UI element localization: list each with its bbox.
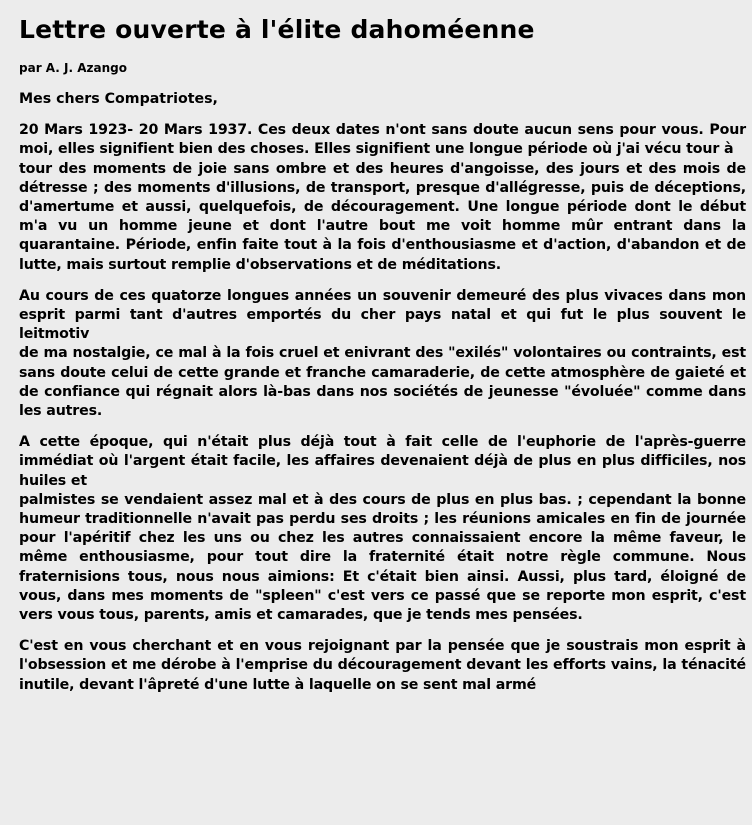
- paragraph-3-rest: palmistes se vendaient assez mal et à des cours de plus en plus bas. ; cependant la bonne humeur traditionnelle n'avait pas perdu ses droits ; les réunions amicales en fin de journée pour l'apéritif chez les uns ou chez les autres connaissaient encore la même faveur, le même enthousiasme, pour tout dire la fraternité était notre règle commune. Nous fraternisions tous, nous nous aimions: Et c'était bien ainsi. Aussi, plus tard, éloigné de vous, dans mes moments de "spleen" c'est vers ce passé que se reporte mon esprit, c'est vers vous tous, parents, amis et camarades, que je tends mes pensées.: [19, 491, 746, 624]
- paragraph-3: [19, 433, 746, 625]
- paragraph-1-rest: tour des moments de joie sans ombre et des heures d'angoisse, des jours et des mois de détresse ; des moments d'illusions, de transport, presque d'allégresse, puis de déceptions, d'amertume et aussi, quelquefois, de découragement. Une longue période dont le début m'a vu un homme jeune et dont l'autre bout me voit homme mûr entrant dans la quarantaine. Période, enfin faite tout à la fois d'enthousiasme et d'action, d'abandon et de lutte, mais surtout remplie d'observations et de méditations.: [19, 160, 746, 273]
- paragraph-1: [19, 121, 746, 275]
- paragraph-1-first: 20 Mars 1923- 20 Mars 1937. Ces deux dates n'ont sans doute aucun sens pour vous. Pour moi, elles signifient bien des choses. Elles signifient une longue période où j'ai vécu tour à: [19, 122, 746, 158]
- paragraph-4-first: C'est en vous cherchant et en vous rejoignant par la pensée que je soustrais mon esprit à l'obsession et me dérobe à l'emprise du découragement devant les efforts vains, la ténacité inutile, devant l'âpreté d'une lutte à laquelle on se sent mal armé: [19, 638, 746, 693]
- article-title: Lettre ouverte à l'élite dahoméenne: [19, 15, 535, 44]
- paragraph-2: [19, 287, 746, 421]
- salutation: Mes chers Compatriotes,: [19, 91, 218, 107]
- paragraph-2-rest: de ma nostalgie, ce mal à la fois cruel et enivrant des "exilés" volontaires ou contraints, est sans doute celui de cette grande et franche camaraderie, de cette atmosphère de gaieté et de confiance qui régnait alors là-bas dans nos sociétés de jeunesse "évoluée" comme dans les autres.: [19, 345, 746, 420]
- article-author: par A. J. Azango: [19, 61, 127, 75]
- paragraph-3-first: A cette époque, qui n'était plus déjà tout à fait celle de l'euphorie de l'après-guerre immédiat où l'argent était facile, les affaires devenaient déjà de plus en plus difficiles, nos huiles et: [19, 434, 746, 489]
- paragraph-2-first: Au cours de ces quatorze longues années un souvenir demeuré des plus vivaces dans mon esprit parmi tant d'autres emportés du cher pays natal et qui fut le plus souvent le leitmotiv: [19, 287, 746, 343]
- paragraph-4: [19, 637, 746, 695]
